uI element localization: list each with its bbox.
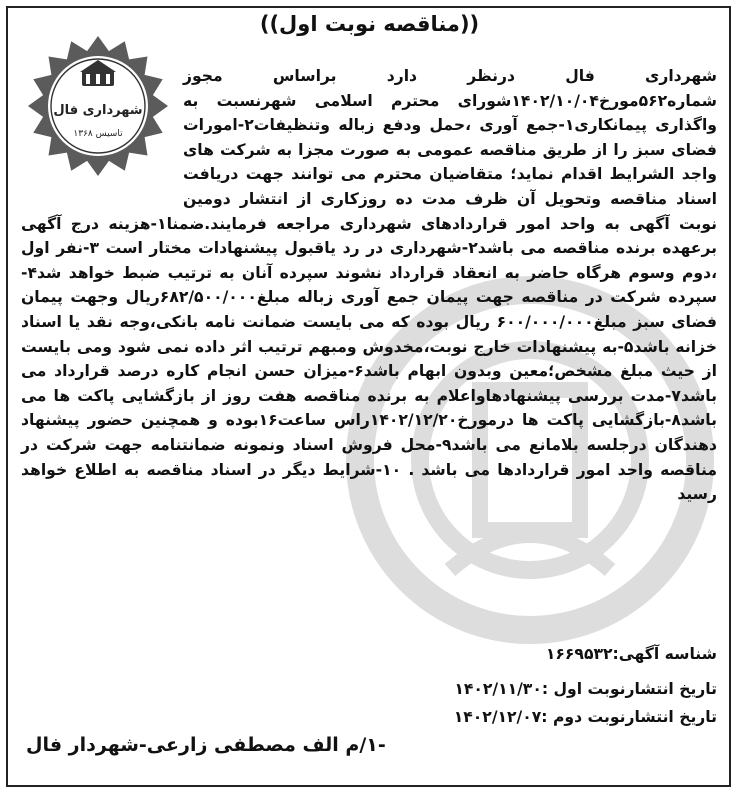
tender-body-text: شهرداری فال درنظر دارد براساس مجوز شماره۵۶۲مورخ۱۴۰۲/۱۰/۰۴شورای محترم اسلامی شهرنسبت به واگذاری پیمانکاری۱-جمع آوری ،حمل ودفع زباله وتنظیفات۲-امورات فضای سبز را از طریق مناقصه عمومی به صورت مجزا به شرکت های واجد الشرایط اقدام نماید؛ متقاضیان محترم می توانند جهت دریافت اسناد مناقصه وتحویل آن ظرف مدت ده روزکاری از انتشار دومین نوبت آگهی به واحد امور قراردادهای شهرداری مراجعه فرمایند.ضمنا۱-هزینه درج آگهی برعهده برنده مناقصه می باشد۲-شهرداری در رد یاقبول پیشنهادات مختار است ۳-نفر اول ،دوم وسوم هرگاه حاضر به انعقاد قرارداد نشوند سپرده آنان به ترتیب ضبط خواهد شد۴-سپرده شرکت در مناقصه جهت پیمان جمع آوری زباله مبلغ۶۸۲/۵۰۰/۰۰۰ریال وجهت پیمان فضای سبز مبلغ۶۰۰/۰۰۰/۰۰۰ ریال بوده که می بایست ضمانت نامه بانکی،وجه نقد یا اسناد خزانه باشد۵-به پیشنهادات خارج نوبت،مخدوش ومبهم ترتیب اثر داده نمی شود ومی بایست از حیث مبلغ مشخص؛معین وبدون ابهام باشد۶-میزان حسن انجام کاره درصد قرارداد می باشد۷-مدت بررسی پیشنهادهاواعلام به برنده مناقصه هفت روز از بازگشایی پاکت ها می باشد۸-بازگشایی پاکت ها درمورخ۱۴۰۲/۱۲/۲۰راس ساعت۱۶بوده و همچنین حضور پیشنهاد دهندگان درجلسه بلامانع می باشد۹-محل فروش اسناد ونمونه ضمانتنامه جهت شرکت در مناقصه واحد امور قراردادها می باشد . ۱۰-شرایط دیگر در اسناد مناقصه به اطلاع خواهد رسید [21, 67, 718, 504]
page-title: ((مناقصه نوبت اول)) [259, 12, 480, 36]
signature: -۱/م الف مصطفی زارعی-شهردار فال [26, 734, 386, 756]
ad-id: شناسه آگهی:۱۶۶۹۵۳۲ [545, 645, 717, 663]
seal-name: شهرداری فال [53, 103, 143, 118]
tender-body [21, 64, 717, 507]
first-publish-date: تاریخ انتشارنوبت اول :۱۴۰۲/۱۱/۳۰ [454, 680, 717, 698]
second-publish-date: تاریخ انتشارنوبت دوم :۱۴۰۲/۱۲/۰۷ [453, 708, 717, 726]
seal-founded: تاسیس ۱۳۶۸ [73, 129, 123, 139]
